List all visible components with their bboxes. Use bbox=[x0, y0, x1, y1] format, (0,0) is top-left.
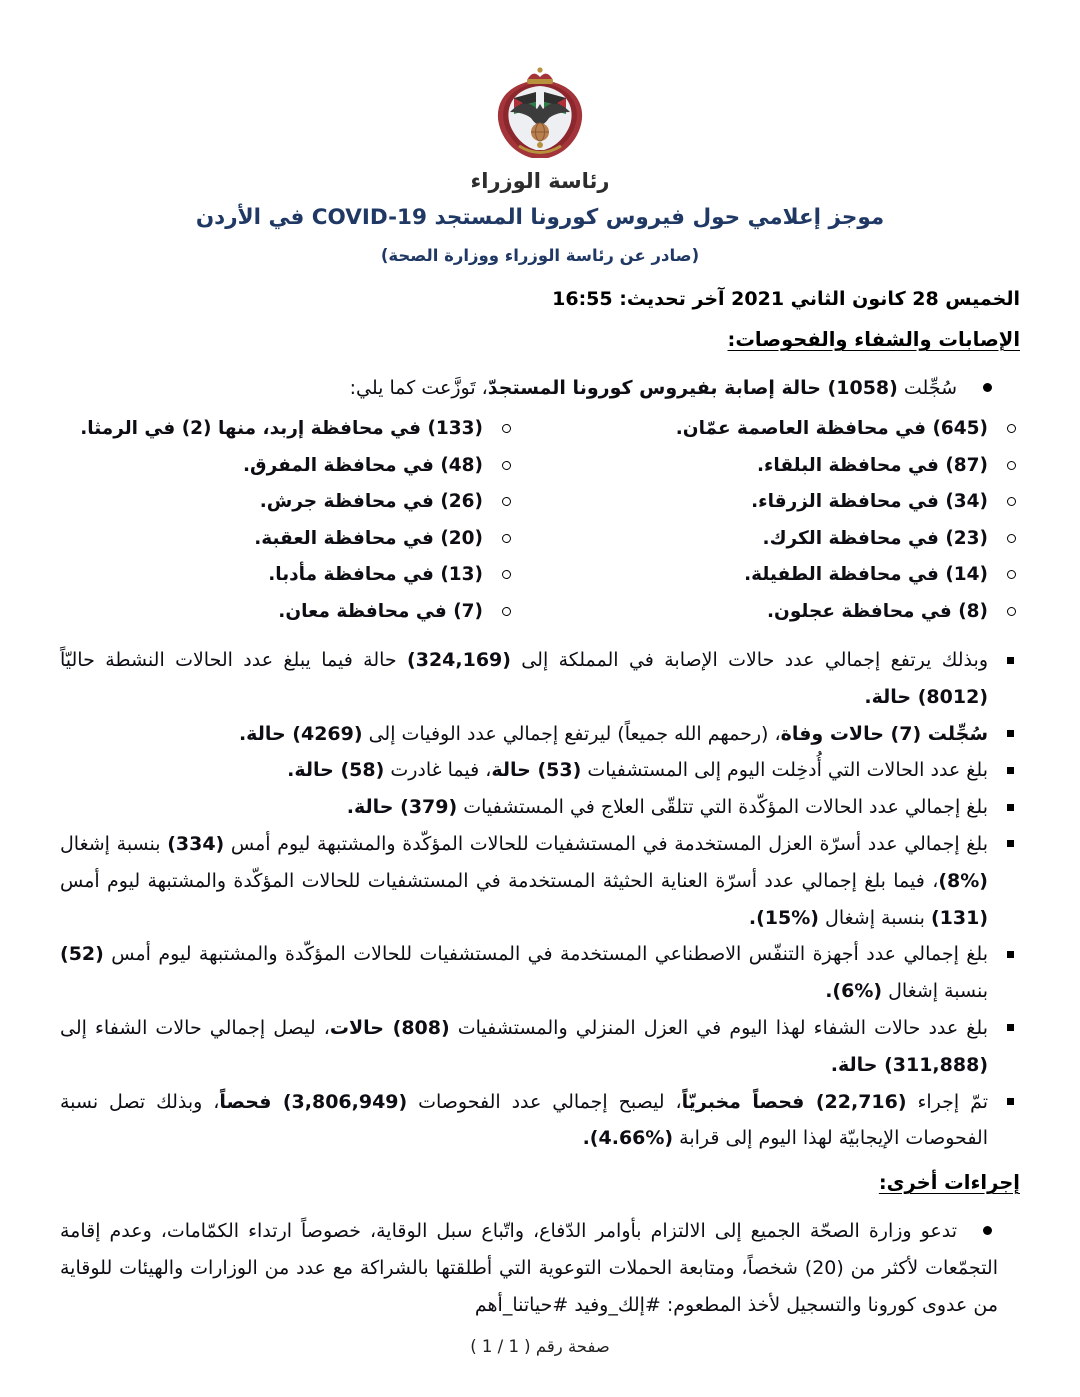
governorate-text: (14) في محافظة الطفيلة. bbox=[744, 564, 988, 585]
square-bullet-marker bbox=[1007, 840, 1014, 847]
governorate-item bbox=[515, 594, 1020, 631]
circle-bullet-marker bbox=[1007, 497, 1016, 506]
governorate-item bbox=[60, 557, 515, 594]
section-heading-infections: الإصابات والشفاء والفحوصات: bbox=[727, 328, 1020, 351]
circle-bullet-marker bbox=[502, 570, 511, 579]
page-title: موجز إعلامي حول فيروس كورونا المستجد COVID-19 في الأردن bbox=[195, 205, 885, 230]
governorate-text: (23) في محافظة الكرك. bbox=[762, 527, 988, 549]
square-bullet-marker bbox=[1007, 804, 1014, 811]
governorate-item bbox=[515, 448, 1020, 485]
governorate-text: (13) في محافظة مأدبا. bbox=[268, 564, 483, 585]
governorate-item bbox=[515, 411, 1020, 448]
circle-bullet-marker bbox=[502, 497, 511, 506]
governorate-item bbox=[60, 484, 515, 521]
date-line: الخميس 28 كانون الثاني 2021 آخر تحديث: 16:55 bbox=[552, 288, 1020, 310]
governorate-item bbox=[515, 484, 1020, 521]
circle-bullet-marker bbox=[1007, 607, 1016, 616]
stat-bullet-admissions: بلغ عدد الحالات التي أُدخِلت اليوم إلى المستشفيات (53) حالة، فيما غادرت (58) حالة. bbox=[60, 752, 1020, 789]
section-heading-other-measures: إجراءات أخرى: bbox=[878, 1171, 1020, 1195]
governorate-text: (645) في محافظة العاصمة عمّان. bbox=[675, 418, 988, 439]
governorate-text: (7) في محافظة معان. bbox=[278, 600, 483, 622]
governorate-text: (26) في محافظة جرش. bbox=[259, 491, 483, 512]
governorate-text: (8) في محافظة عجلون. bbox=[767, 600, 988, 622]
circle-bullet-marker bbox=[502, 534, 511, 543]
circle-bullet-marker bbox=[1007, 424, 1016, 433]
governorate-text: (133) في محافظة إربد، منها (2) في الرمثا. bbox=[80, 418, 483, 439]
round-bullet-marker bbox=[983, 383, 992, 392]
health-ministry-bullet-text: تدعو وزارة الصحّة الجميع إلى الالتزام بأوامر الدّفاع، واتّباع سبل الوقاية، خصوصاً ارتداء الكمّامات، وعدم إقامة التجمّعات لأكثر من (20) شخصاً، ومتابعة الحملات التوعوية التي أطلقتها بالشراكة مع عدد من الوزارات والهيئات للوقاية من عدوى كورونا والتسجيل لأخذ المطعوم: #إلك_وفيد #حياتنا_أهم bbox=[60, 1220, 998, 1317]
governorate-text: (48) في محافظة المفرق. bbox=[243, 454, 483, 476]
circle-bullet-marker bbox=[502, 461, 511, 470]
governorate-item bbox=[60, 411, 515, 448]
globe-icon bbox=[531, 123, 549, 141]
governorate-item bbox=[60, 448, 515, 485]
governorate-item bbox=[60, 594, 515, 631]
stat-bullet-tests: تمّ إجراء (22,716) فحصاً مخبريّاً، ليصبح إجمالي عدد الفحوصات (3,806,949) فحصاً، وبذلك تصل نسبة الفحوصات الإيجابيّة لهذا اليوم إلى قرابة (%4.66). bbox=[60, 1084, 1020, 1158]
health-ministry-bullet bbox=[60, 1213, 1020, 1324]
square-bullet-marker bbox=[1007, 767, 1014, 774]
square-bullet-marker bbox=[1007, 951, 1014, 958]
square-bullet-marker bbox=[1007, 657, 1014, 664]
page-subtitle: (صادر عن رئاسة الوزراء ووزارة الصحة) bbox=[380, 246, 700, 265]
square-bullet-marker bbox=[1007, 730, 1014, 737]
circle-bullet-marker bbox=[1007, 461, 1016, 470]
square-bullet-marker bbox=[1007, 1098, 1014, 1105]
statistics-list bbox=[60, 642, 1020, 1157]
governorate-text: (34) في محافظة الزرقاء. bbox=[751, 491, 988, 512]
governorate-text: (87) في محافظة البلقاء. bbox=[756, 454, 988, 476]
stat-bullet-ventilators: بلغ إجمالي عدد أجهزة التنفّس الاصطناعي المستخدمة في المستشفيات للحالات المؤكّدة والمشتبهة ليوم أمس (52) بنسبة إشغال (%6). bbox=[60, 936, 1020, 1010]
governorate-item bbox=[60, 521, 515, 558]
stat-bullet-total-cases: وبذلك يرتفع إجمالي عدد حالات الإصابة في المملكة إلى (324,169) حالة فيما يبلغ عدد الحالات النشطة حاليّاً (8012) حالة. bbox=[60, 642, 1020, 716]
governorates-list bbox=[60, 411, 1020, 630]
governorate-text: (20) في محافظة العقبة. bbox=[254, 527, 483, 549]
stat-bullet-hospitalized: بلغ إجمالي عدد الحالات المؤكّدة التي تتلقّى العلاج في المستشفيات (379) حالة. bbox=[60, 789, 1020, 826]
stat-bullet-isolation-beds: بلغ إجمالي عدد أسرّة العزل المستخدمة في المستشفيات للحالات المؤكّدة والمشتبهة ليوم أمس (334) بنسبة إشغال (%8)، فيما بلغ إجمالي عدد أسرّة العناية الحثيثة المستخدمة في المستشفيات للحالات المؤكّدة والمشتبهة ليوم أمس (131) بنسبة إشغال (%15). bbox=[60, 826, 1020, 936]
circle-bullet-marker bbox=[1007, 534, 1016, 543]
circle-bullet-marker bbox=[1007, 570, 1016, 579]
stat-bullet-recoveries: بلغ عدد حالات الشفاء لهذا اليوم في العزل المنزلي والمستشفيات (808) حالات، ليصل إجمالي حالات الشفاء إلى (311,888) حالة. bbox=[60, 1010, 1020, 1084]
intro-bullet bbox=[60, 370, 1020, 407]
circle-bullet-marker bbox=[502, 607, 511, 616]
crown-icon bbox=[527, 67, 553, 84]
header-logo-block bbox=[60, 0, 1020, 196]
circle-bullet-marker bbox=[502, 424, 511, 433]
square-bullet-marker bbox=[1007, 1024, 1014, 1031]
governorate-item bbox=[515, 521, 1020, 558]
logo-calligraphy-text: رئاسة الوزراء bbox=[470, 169, 610, 193]
governorate-item bbox=[515, 557, 1020, 594]
jordan-coat-of-arms-icon bbox=[477, 66, 603, 166]
stat-bullet-deaths: سُجِّلت (7) حالات وفاة، (رحمهم الله جميعاً) ليرتفع إجمالي عدد الوفيات إلى (4269) حالة. bbox=[60, 716, 1020, 753]
intro-bullet-text: سُجِّلت (1058) حالة إصابة بفيروس كورونا المستجدّ، تَوزَّعت كما يلي: bbox=[349, 377, 957, 399]
page-number-label: صفحة رقم ( 1 / 1 ) bbox=[470, 1337, 610, 1357]
round-bullet-marker bbox=[983, 1226, 992, 1235]
